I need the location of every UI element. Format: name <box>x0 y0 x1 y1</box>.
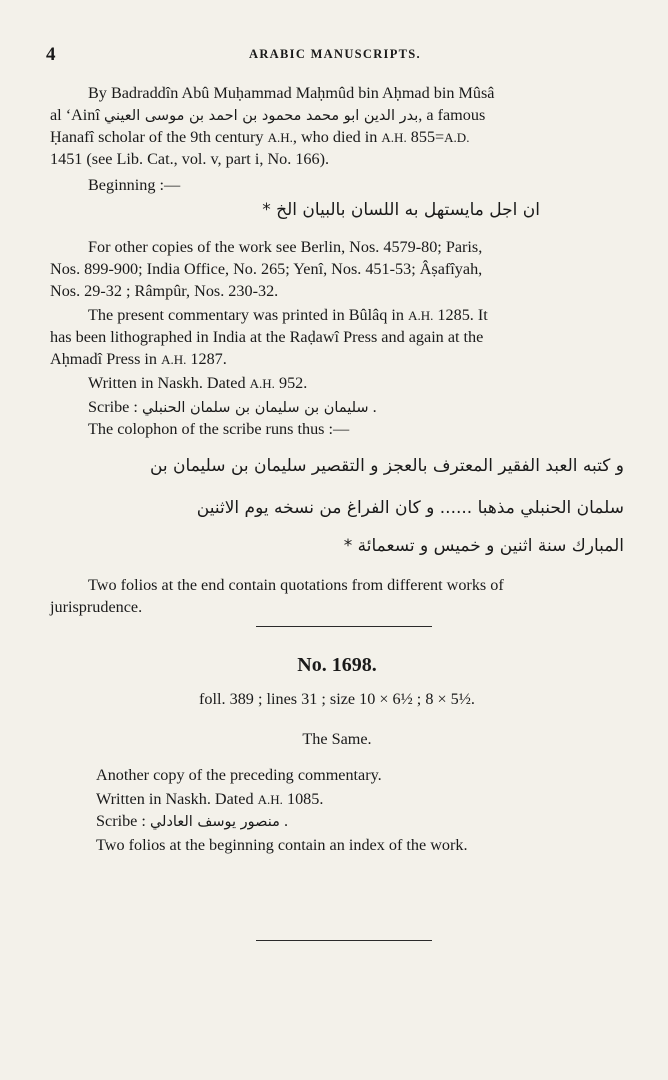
scribe-arabic: منصور يوسف العادلي <box>149 814 280 830</box>
text-span: , who died in <box>292 128 382 146</box>
entry2-scribe <box>96 810 624 833</box>
entry2-line4: Two folios at the beginning contain an index of the work. <box>96 836 468 854</box>
text-span: Ḥanafî scholar of the 9th century <box>50 128 268 146</box>
page-number: 4 <box>46 44 56 65</box>
text-span: Written in Naskh. Dated <box>88 374 250 392</box>
colophon-arabic-line1: و كتبه العبد الفقير المعترف بالعجز و التقصير سليمان بن سليمان بن <box>149 456 624 476</box>
author-arabic-name: بدر الدين ابو محمد محمود بن احمد بن موسى العيني <box>103 108 419 124</box>
printed-line3 <box>50 348 624 371</box>
text-span: 1285. It <box>433 306 488 324</box>
copies-line3: Nos. 29-32 ; Râmpûr, Nos. 230-32. <box>50 282 279 300</box>
copies-line2: Nos. 899-900; India Office, No. 265; Yenî, Nos. 451-53; Âṣafîyah, <box>50 260 483 278</box>
page-header <box>46 44 624 68</box>
scribe-arabic: سليمان بن سليمان بن سلمان الحنبلي <box>141 400 369 416</box>
printed-line1 <box>88 304 624 327</box>
colophon-arabic-line3: المبارك سنة اثنين و خميس و تسعمائة * <box>343 536 624 556</box>
written-line <box>88 372 624 395</box>
scribe-label: Scribe : <box>96 812 146 830</box>
entry1-line1: By Badraddîn Abû Muḥammad Maḥmûd bin Aḥmad bin Mûsâ <box>88 84 495 102</box>
text-span: 855= <box>406 128 445 146</box>
printed-line2: has been lithographed in India at the Raḍawî Press and again at the <box>50 328 484 346</box>
entry1-line2 <box>50 104 624 127</box>
entry2-written <box>96 788 624 811</box>
bottom-divider <box>256 940 432 941</box>
folios-line2: jurisprudence. <box>50 598 143 616</box>
beginning-arabic: ان اجل مايستهل به اللسان بالبيان الخ * <box>262 200 540 220</box>
copies-line1: For other copies of the work see Berlin, Nos. 4579-80; Paris, <box>88 238 483 256</box>
text-span: Aḥmadî Press in <box>50 350 162 368</box>
beginning-label: Beginning :— <box>88 176 181 194</box>
entry1-line2-text: al ‘Ainî <box>50 106 100 124</box>
colophon-arabic-line2: سلمان الحنبلي مذهبا ...... و كان الفراغ من نسخه يوم الاثنين <box>196 498 624 518</box>
text-span: 1085. <box>282 790 324 808</box>
text-span: . <box>283 812 288 830</box>
text-span: Written in Naskh. Dated <box>96 790 258 808</box>
entry2-line1: Another copy of the preceding commentary. <box>96 766 382 784</box>
era-abbrev: A.H. <box>408 308 434 323</box>
era-abbrev: A.H. <box>249 376 275 391</box>
entry-same: The Same. <box>302 730 372 748</box>
text-span: . <box>372 398 377 416</box>
folios-line1: Two folios at the end contain quotations from different works of <box>88 576 504 594</box>
era-abbrev: A.D. <box>444 130 470 145</box>
running-title: ARABIC MANUSCRIPTS. <box>249 47 421 61</box>
era-abbrev: A.H. <box>267 130 293 145</box>
era-abbrev: A.H. <box>381 130 407 145</box>
era-abbrev: A.H. <box>257 792 283 807</box>
entry1-line4: 1451 (see Lib. Cat., vol. v, part i, No. 166). <box>50 150 330 168</box>
colophon-intro: The colophon of the scribe runs thus :— <box>88 420 350 438</box>
entry1-line2-end: , a famous <box>418 106 486 124</box>
era-abbrev: A.H. <box>161 352 187 367</box>
entry-number: No. 1698. <box>297 654 377 676</box>
text-span: The present commentary was printed in Bûlâq in <box>88 306 409 324</box>
scribe-line <box>88 396 624 419</box>
text-span: 952. <box>274 374 308 392</box>
text-span: 1287. <box>186 350 227 368</box>
entry-specs: foll. 389 ; lines 31 ; size 10 × 6½ ; 8 × 5½. <box>199 690 475 708</box>
entry1-line3 <box>50 126 624 149</box>
section-divider <box>256 626 432 627</box>
scribe-label: Scribe : <box>88 398 138 416</box>
